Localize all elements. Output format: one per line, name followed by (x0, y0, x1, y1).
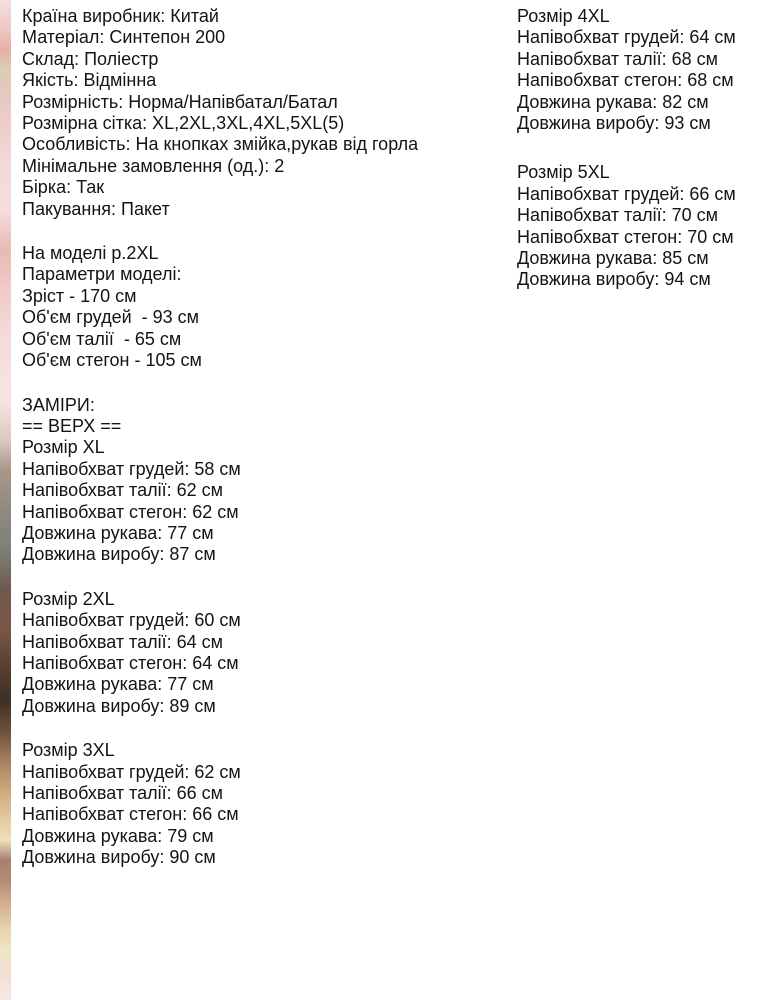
spec-line: Довжина виробу: 90 см (22, 847, 216, 868)
spec-line: ЗАМІРИ: (22, 394, 95, 415)
spec-line: Довжина рукава: 77 см (22, 674, 214, 695)
spec-line: Напівобхват талії: 64 см (22, 631, 224, 652)
spec-line: Напівобхват грудей: 64 см (517, 27, 736, 48)
block-size-3xl (22, 740, 502, 868)
block-model-parameters (22, 243, 502, 371)
block-size-4xl (517, 6, 777, 134)
block-measurements-size-xl (22, 395, 502, 566)
spec-line: Якість: Відмінна (22, 70, 157, 91)
specs-right-column (517, 6, 777, 291)
spec-line: Напівобхват грудей: 60 см (22, 610, 241, 631)
spec-line: Розмір 2XL (22, 588, 115, 609)
spec-line: Розмірна сітка: XL,2XL,3XL,4XL,5XL(5) (22, 113, 345, 134)
spec-line: Довжина виробу: 93 см (517, 113, 711, 134)
spec-line: Пакування: Пакет (22, 198, 170, 219)
spec-line: Напівобхват талії: 68 см (517, 48, 719, 69)
spec-line: Довжина виробу: 87 см (22, 544, 216, 565)
spec-line: Напівобхват грудей: 58 см (22, 458, 241, 479)
spec-line: Країна виробник: Китай (22, 6, 219, 26)
spec-line: == ВЕРХ == (22, 415, 122, 436)
spec-line: Особливість: На кнопках змійка,рукав від горла (22, 134, 419, 155)
spec-line: Напівобхват грудей: 62 см (22, 761, 241, 782)
spec-line: Розмір 3XL (22, 740, 115, 761)
spec-line: Напівобхват стегон: 70 см (517, 226, 734, 247)
spec-line: Довжина рукава: 85 см (517, 248, 709, 269)
spec-line: Об'єм стегон - 105 см (22, 350, 202, 371)
spec-line: Склад: Поліестр (22, 48, 159, 69)
spec-line: Довжина рукава: 79 см (22, 825, 214, 846)
cropped-product-photo-edge (0, 0, 11, 1000)
spec-line: Напівобхват талії: 62 см (22, 480, 224, 501)
block-size-2xl (22, 589, 502, 717)
spec-line: Матеріал: Синтепон 200 (22, 27, 226, 48)
spec-line: Напівобхват стегон: 66 см (22, 804, 239, 825)
spec-line: Напівобхват стегон: 64 см (22, 652, 239, 673)
spec-line: Напівобхват стегон: 62 см (22, 501, 239, 522)
spec-line: Бірка: Так (22, 177, 105, 198)
spec-line: Параметри моделі: (22, 264, 182, 285)
spec-line: Об'єм грудей - 93 см (22, 307, 200, 328)
spec-line: Мінімальне замовлення (од.): 2 (22, 155, 285, 176)
spec-line: Розмір 4XL (517, 6, 610, 26)
spec-line: Розмір 5XL (517, 162, 610, 183)
spec-line: Напівобхват талії: 66 см (22, 783, 224, 803)
block-size-5xl (517, 162, 777, 290)
spec-line: На моделі р.2XL (22, 243, 159, 264)
spec-line: Довжина виробу: 89 см (22, 695, 216, 716)
spec-line: Розмір XL (22, 437, 105, 458)
block-general-info (22, 6, 502, 220)
spec-line: Довжина рукава: 77 см (22, 522, 214, 543)
spec-line: Напівобхват грудей: 66 см (517, 183, 736, 204)
spec-line: Об'єм талії - 65 см (22, 328, 182, 349)
spec-line: Напівобхват стегон: 68 см (517, 70, 734, 91)
spec-line: Довжина виробу: 94 см (517, 269, 711, 290)
spec-line: Розмірність: Норма/Напівбатал/Батал (22, 91, 338, 112)
specs-left-column (22, 6, 502, 869)
spec-line: Напівобхват талії: 70 см (517, 205, 719, 226)
spec-line: Довжина рукава: 82 см (517, 91, 709, 112)
spec-line: Зріст - 170 см (22, 285, 137, 306)
